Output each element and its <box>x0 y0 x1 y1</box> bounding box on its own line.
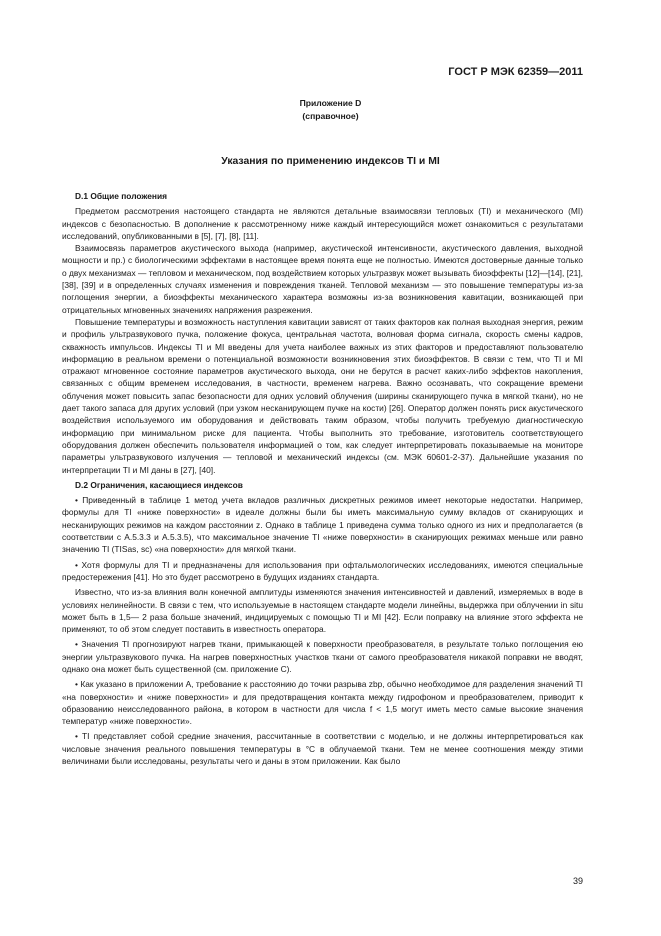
paragraph: Повышение температуры и возможность наступления кавитации зависят от таких факторов как полная выходная энергия, режим и профиль ультразвукового пучка, положение фокуса, центральная частота, волновая форма сигнала, скорость смены кадров, скважность импульсов. Индексы TI и MI введены для учета наиболее важных из этих факторов и предоставляют пользователю информацию в реальном времени о потенциальной возможности возникновения этих биоэффектов. В связи с тем, что TI и MI отражают мгновенное состояние параметров акустического выхода, они не берутся в расчет каких-либо эффектов накопления, связанных с общим временем исследования, в частности, временем нагрева. Важно осознавать, что сокращение времени облучения может повысить запас безопасности для одних условий облучения (ширины сканирующего пучка в мягкой ткани), но не дает такого запаса для других условий (при узком несканирующем пучке на кости) [26]. Оператор должен понять риск акустического воздействия используемого им оборудования и действовать таким образом, чтобы получить требуемую диагностическую информацию при минимальном риске для пациента. Чтобы выполнить это требование, изготовитель соответствующего оборудования должен обеспечить пользователя информацией о том, как следует интерпретировать показываемые на мониторе параметры ультразвукового излучения — тепловой и механический индексы (см. МЭК 60601-2-37). Дальнейшие указания по интерпретации TI и MI даны в [27], [40]. <box>62 316 583 475</box>
paragraph: Известно, что из-за влияния волн конечной амплитуды изменяются значения интенсивностей и давлений, измеряемых в воде в условиях нелинейности. В связи с тем, что используемые в настоящем стандарте модели линейны, выдержка при облучении in situ может быть в 1,5— 2 раза больше значений, индицируемых с помощью TI и MI [42]. Если поправку на влияние этого эффекта не применяют, то об этом следует поставить в известность оператора. <box>62 587 583 635</box>
paragraph: • Как указано в приложении А, требование к расстоянию до точки разрыва zbp, обычно необходимое для разделения значений TI «на поверхности» и «ниже поверхности» и для предотвращения контакта между гидрофоном и преобразователем, приводит к образованию неисследованного района, в котором в частности для числа f < 1,5 могут иметь место самые высокие значения температур «ниже поверхности». <box>62 679 583 727</box>
document-body <box>62 190 583 767</box>
section-heading-d1: D.1 Общие положения <box>75 191 168 201</box>
page-number: 39 <box>572 876 583 886</box>
paragraph: • Значения TI прогнозируют нагрев ткани, примыкающей к поверхности преобразователя, в результате только поглощения ею энергии ультразвукового пучка. На нагрев поверхностных участков ткани от самого преобразователя никакой поправки не вводят, однако она может быть существенной (см. приложение С). <box>62 639 583 674</box>
paragraph: Взаимосвязь параметров акустического выхода (например, акустической интенсивности, акустического давления, выходной мощности и пр.) с биологическими эффектами в настоящее время понята еще не полностью. Имеются достоверные данные только о двух механизмах — тепловом и механическом, под воздействием которых ультразвук может вызывать биоэффекты [12]—[14], [21], [38], [39] и в определенных случаях изменения и повреждения тканей. Тепловой механизм — это повышение температуры из-за поглощения энергии, а биоэффекты механического характера возможны из-за возникновения кавитации, возникающей при отрицательных мгновенных значениях напряжения разрежения. <box>62 243 583 315</box>
page-title: Указания по применению индексов TI и MI <box>221 156 440 167</box>
document-header-code: ГОСТ Р МЭК 62359—2011 <box>448 66 583 78</box>
annex-subtitle: (справочное) <box>302 111 359 121</box>
annex-heading <box>0 97 661 123</box>
paragraph: Предметом рассмотрения настоящего стандарта не являются детальные взаимосвязи тепловых (TI) и механического (MI) индексов с безопасностью. В дополнение к рассмотренному ниже каждый интересующийся может ознакомиться с результатами исследований, опубликованными в [5], [7], [8], [11]. <box>62 206 583 241</box>
section-heading-d2: D.2 Ограничения, касающиеся индексов <box>75 479 243 490</box>
paragraph: • Хотя формулы для TI и предназначены для использования при офтальмологических исследованиях, имеются специальные предостережения [41]. Но это будет рассмотрено в будущих изданиях стандарта. <box>62 559 583 582</box>
paragraph: • Приведенный в таблице 1 метод учета вкладов различных дискретных режимов имеет некоторые недостатки. Например, формулы для TI «ниже поверхности» в идеале должны были бы иметь максимальную сумму вкладов от сканирующих и несканирующих режимов на каждом расстоянии z. Однако в таблице 1 приведена сумма только одного из них и предполагается (в соответствии с А.5.3.3 и А.5.3.5), что максимальное значение TI «ниже поверхности» в сканирующих режимах меньше или равно значению TI (TISas, sc) «на поверхности» для мягкой ткани. <box>62 495 583 555</box>
annex-title: Приложение D <box>299 98 362 108</box>
paragraph: • TI представляет собой средние значения, рассчитанные в соответствии с моделью, и не должны интерпретироваться как числовые значения реального повышения температуры в °С в облучаемой ткани. Тем не менее соотношения между этими величинами были исследованы, результаты чего и даны в этом приложении. Как было <box>62 731 583 767</box>
